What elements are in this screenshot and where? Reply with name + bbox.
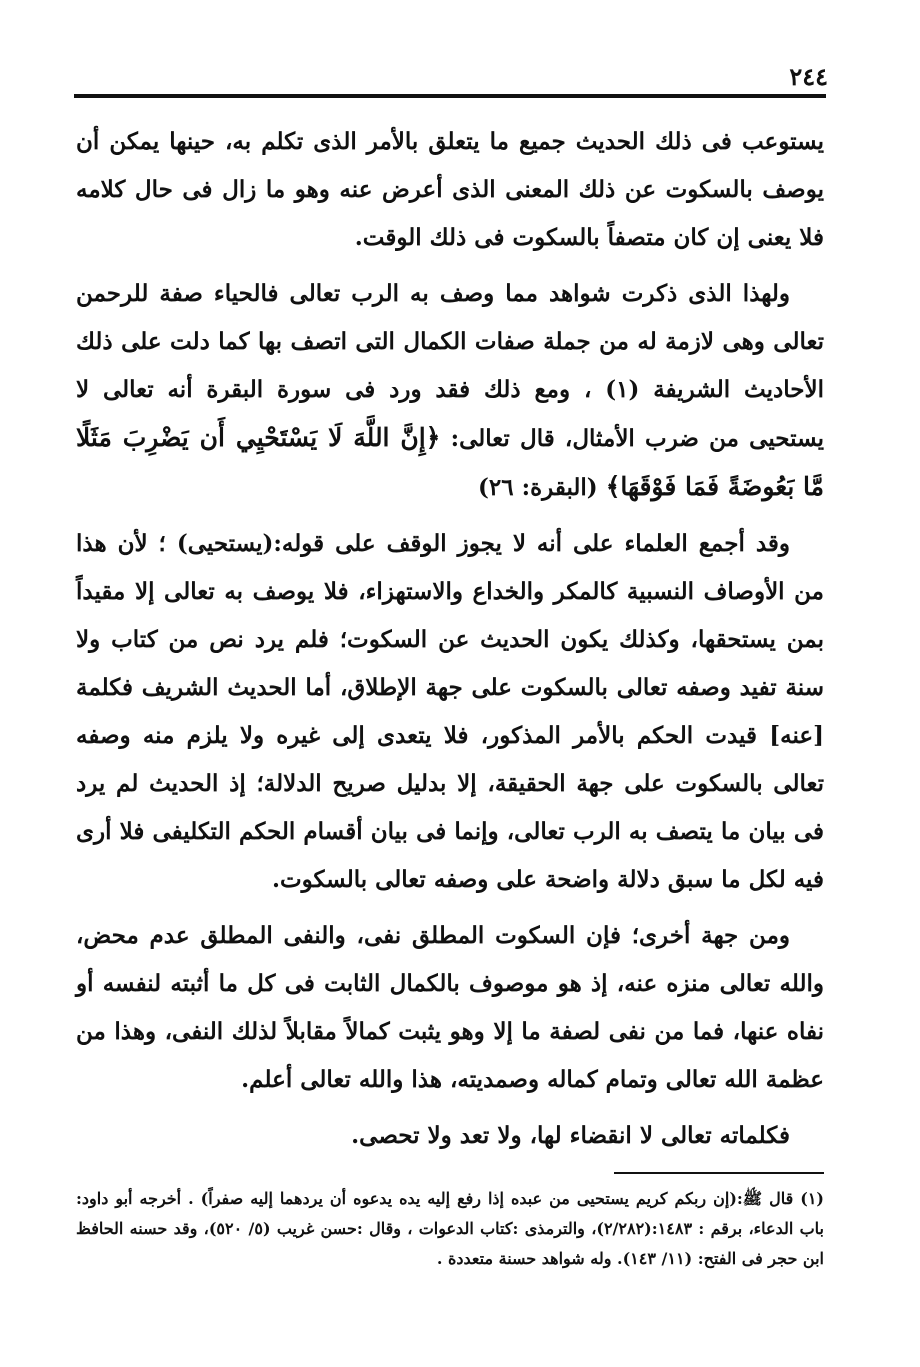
footnotes [76, 1184, 824, 1274]
header-rule [74, 94, 826, 98]
paragraph-5 [76, 1112, 824, 1160]
footnote-1 [76, 1184, 824, 1274]
paragraph-1-text: يستوعب فى ذلك الحديث جميع ما يتعلق بالأمر الذى تكلم به، حينها يمكن أن يوصف بالسكوت عن ذلك المعنى الذى أعرض عنه وهو ما زال فى حال كلامه فلا يعنى إن كان متصفاً بالسكوت فى ذلك الوقت. [76, 128, 824, 251]
footnote-reference: (١) [605, 376, 640, 403]
paragraph-2-text: ولهذا الذى ذكرت شواهد مما وصف به الرب تعالى فالحياء صفة للرحمن تعالى وهى لازمة له من جملة صفات الكمال التى اتصف بها كما دلت على ذلك الأحاديث الشريفة [76, 280, 824, 403]
paragraph-5-text: فكلماته تعالى لا انقضاء لها، ولا تعد ولا تحصى. [351, 1122, 790, 1149]
paragraph-4-text: ومن جهة أخرى؛ فإن السكوت المطلق نفى، والنفى المطلق عدم محض، والله تعالى منزه عنه، إذ هو موصوف بالكمال الثابت فى كل ما أثبته لنفسه أو نفاه عنها، فما من نفى لصفة ما إلا وهو يثبت كمالاً مقابلاً لذلك النفى، وهذا من عظمة الله تعالى وتمام كماله وصمديته، هذا والله تعالى أعلم. [76, 922, 824, 1093]
body-text [76, 118, 824, 1168]
paragraph-2-text-after: ، ومع ذلك فقد ورد فى سورة البقرة أنه تعالى لا يستحيى من ضرب الأمثال، قال تعالى: [76, 376, 824, 452]
quran-verse: ﴿إِنَّ اللَّهَ لَا يَسْتَحْيِي أَن يَضْرِبَ مَثَلًا مَّا بَعُوضَةً فَمَا فَوْقَهَا﴾ [76, 423, 824, 501]
paragraph-4 [76, 912, 824, 1104]
paragraph-3 [76, 520, 824, 904]
footnote-rule [614, 1172, 824, 1174]
paragraph-1 [76, 118, 824, 262]
paragraph-2 [76, 270, 824, 512]
page-number: ٢٤٤ [789, 62, 828, 91]
quran-citation: (البقرة: ٢٦) [477, 474, 598, 501]
paragraph-3-text: وقد أجمع العلماء على أنه لا يجوز الوقف على قوله:(يستحيى) ؛ لأن هذا من الأوصاف النسبية كالمكر والخداع والاستهزاء، فلا يوصف به تعالى إلا مقيداً بمن يستحقها، وكذلك يكون الحديث عن السكوت؛ فلم يرد نص من كتاب ولا سنة تفيد وصفه تعالى بالسكوت على جهة الإطلاق، أما الحديث الشريف فكلمة [عنه] قيدت الحكم بالأمر المذكور، فلا يتعدى إلى غيره ولا يلزم منه وصفه تعالى بالسكوت على جهة الحقيقة، إلا بدليل صريح الدلالة؛ إذ الحديث لم يرد فى بيان ما يتصف به الرب تعالى، وإنما فى بيان أقسام الحكم التكليفى فلا أرى فيه لكل ما سبق دلالة واضحة على وصفه تعالى بالسكوت. [76, 530, 824, 893]
footnote-1-text: (١) قال ﷺ:(إن ربكم كريم يستحيى من عبده إذا رفع إليه يده يدعوه أن يردهما إليه صفراً) . أخرجه أبو داود: باب الدعاء، برقم : ١٤٨٣:(٢/٢٨٢)، والترمذى :كتاب الدعوات ، وقال :حسن غريب (٥/ ٥٢٠)، وقد حسنه الحافظ ابن حجر فى الفتح: (١١/ ١٤٣). وله شواهد حسنة متعددة . [76, 1189, 824, 1268]
